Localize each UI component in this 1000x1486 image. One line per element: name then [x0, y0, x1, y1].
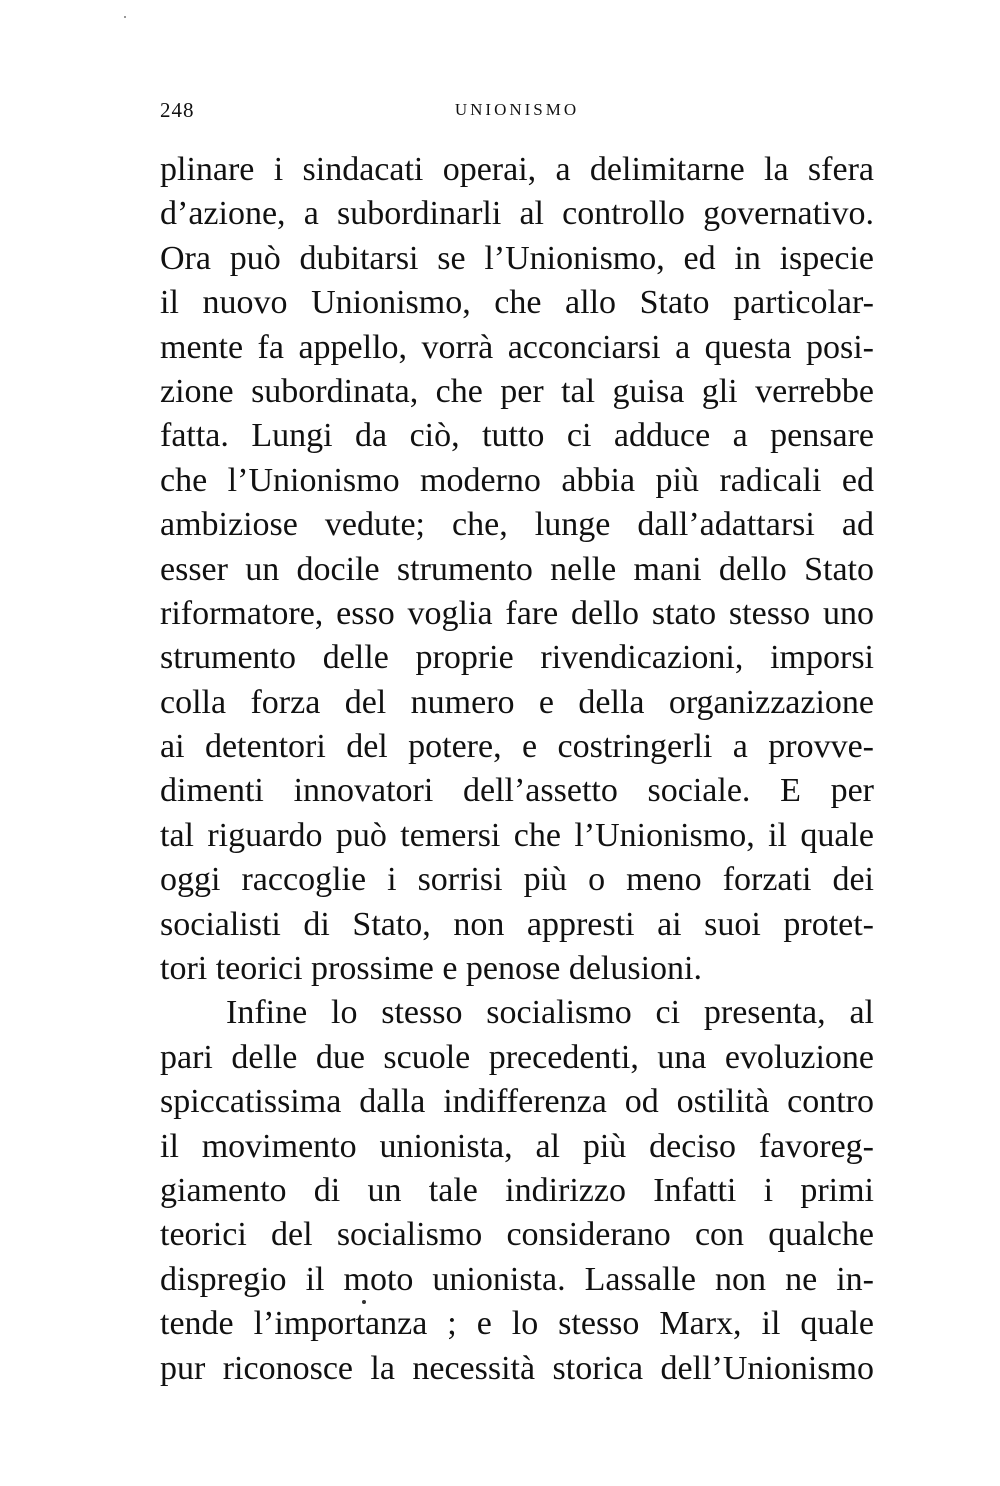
text-line: zione subordinata, che per tal guisa gli verrebbe: [160, 372, 874, 410]
text-line: teorici del socialismo considerano con qualche: [160, 1216, 874, 1254]
text-line: plinare i sindacati operai, a delimitarne la sfera: [160, 151, 874, 188]
text-line: spiccatissima dalla indifferenza od ostilità contro: [160, 1083, 874, 1121]
text-line: tende l’importanza ; e lo stesso Marx, il quale: [160, 1305, 874, 1343]
text-line: il nuovo Unionismo, che allo Stato particolar-: [160, 284, 874, 322]
text-line: dimenti innovatori dell’assetto sociale. E per: [160, 772, 874, 810]
text-line: giamento di un tale indirizzo Infatti i primi: [160, 1171, 874, 1209]
text-line: pari delle due scuole precedenti, una evoluzione: [160, 1038, 874, 1076]
print-speck: [124, 16, 126, 18]
text-line: strumento delle proprie rivendicazioni, imporsi: [160, 639, 874, 677]
paragraph: [160, 148, 874, 991]
text-line: oggi raccoglie i sorrisi più o meno forzati dei: [160, 861, 874, 899]
text-line: ai detentori del potere, e costringerli a provve-: [160, 728, 874, 766]
text-line: esser un docile strumento nelle mani dello Stato: [160, 550, 874, 588]
text-line: ambiziose vedute; che, lunge dall’adattarsi ad: [160, 506, 874, 544]
text-line: tal riguardo può temersi che l’Unionismo, il quale: [160, 816, 874, 854]
text-line: mente fa appello, vorrà acconciarsi a questa posi-: [160, 328, 874, 366]
running-head: [160, 98, 874, 128]
page-number: 248: [160, 98, 195, 122]
text-line: il movimento unionista, al più deciso favoreg-: [160, 1127, 874, 1165]
text-line: pur riconosce la necessità storica dell’Unionismo: [160, 1349, 874, 1387]
text-line: colla forza del numero e della organizzazione: [160, 683, 874, 721]
body-text: [160, 148, 874, 1391]
text-line: riformatore, esso voglia fare dello stato stesso uno: [160, 594, 874, 632]
paragraph: [160, 991, 874, 1391]
text-line: che l’Unionismo moderno abbia più radicali ed: [160, 461, 874, 499]
text-line: fatta. Lungi da ciò, tutto ci adduce a pensare: [160, 417, 874, 455]
running-title: UNIONISMO: [454, 100, 580, 119]
text-line: d’azione, a subordinarli al controllo governativo.: [160, 195, 874, 233]
text-line: Infine lo stesso socialismo ci presenta, al: [226, 994, 874, 1032]
text-line: Ora può dubitarsi se l’Unionismo, ed in ispecie: [160, 239, 874, 277]
text-line: dispregio il moto unionista. Lassalle non ne in-: [160, 1260, 874, 1298]
text-line: socialisti di Stato, non appresti ai suoi protet-: [160, 905, 874, 943]
text-line: tori teorici prossime e penose delusioni.: [160, 950, 702, 988]
print-speck: [362, 1300, 366, 1304]
